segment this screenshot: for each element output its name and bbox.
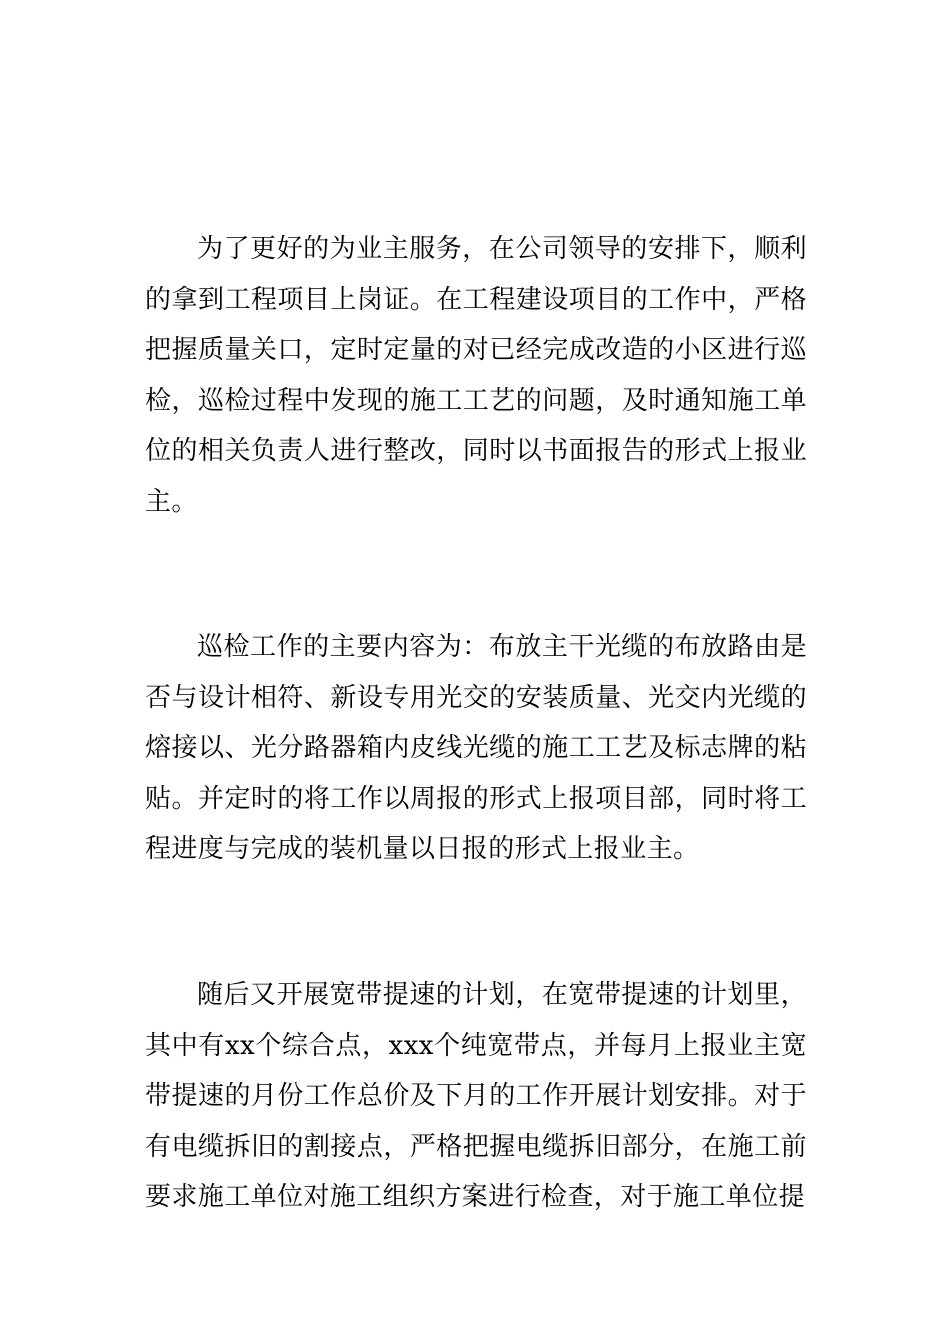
paragraph-3: 随后又开展宽带提速的计划，在宽带提速的计划里，其中有xx个综合点，xxx个纯宽带点，并每月上报业主宽带提速的月份工作总价及下月的工作开展计划安排。对于有电缆拆旧的割接点，严格把握电缆拆旧部分，在施工前要求施工单位对施工组织方案进行检查，对于施工单位提 bbox=[145, 980, 807, 1213]
paragraph-2: 巡检工作的主要内容为：布放主干光缆的布放路由是否与设计相符、新设专用光交的安装质量、光交内光缆的熔接以、光分路器箱内皮线光缆的施工工艺及标志牌的粘贴。并定时的将工作以周报的形式上报项目部，同时将工程进度与完成的装机量以日报的形式上报业主。 bbox=[145, 632, 807, 865]
paragraph-1: 为了更好的为业主服务，在公司领导的安排下，顺利的拿到工程项目上岗证。在工程建设项目的工作中，严格把握质量关口，定时定量的对已经完成改造的小区进行巡检，巡检过程中发现的施工工艺的问题，及时通知施工单位的相关负责人进行整改，同时以书面报告的形式上报业主。 bbox=[145, 234, 807, 517]
